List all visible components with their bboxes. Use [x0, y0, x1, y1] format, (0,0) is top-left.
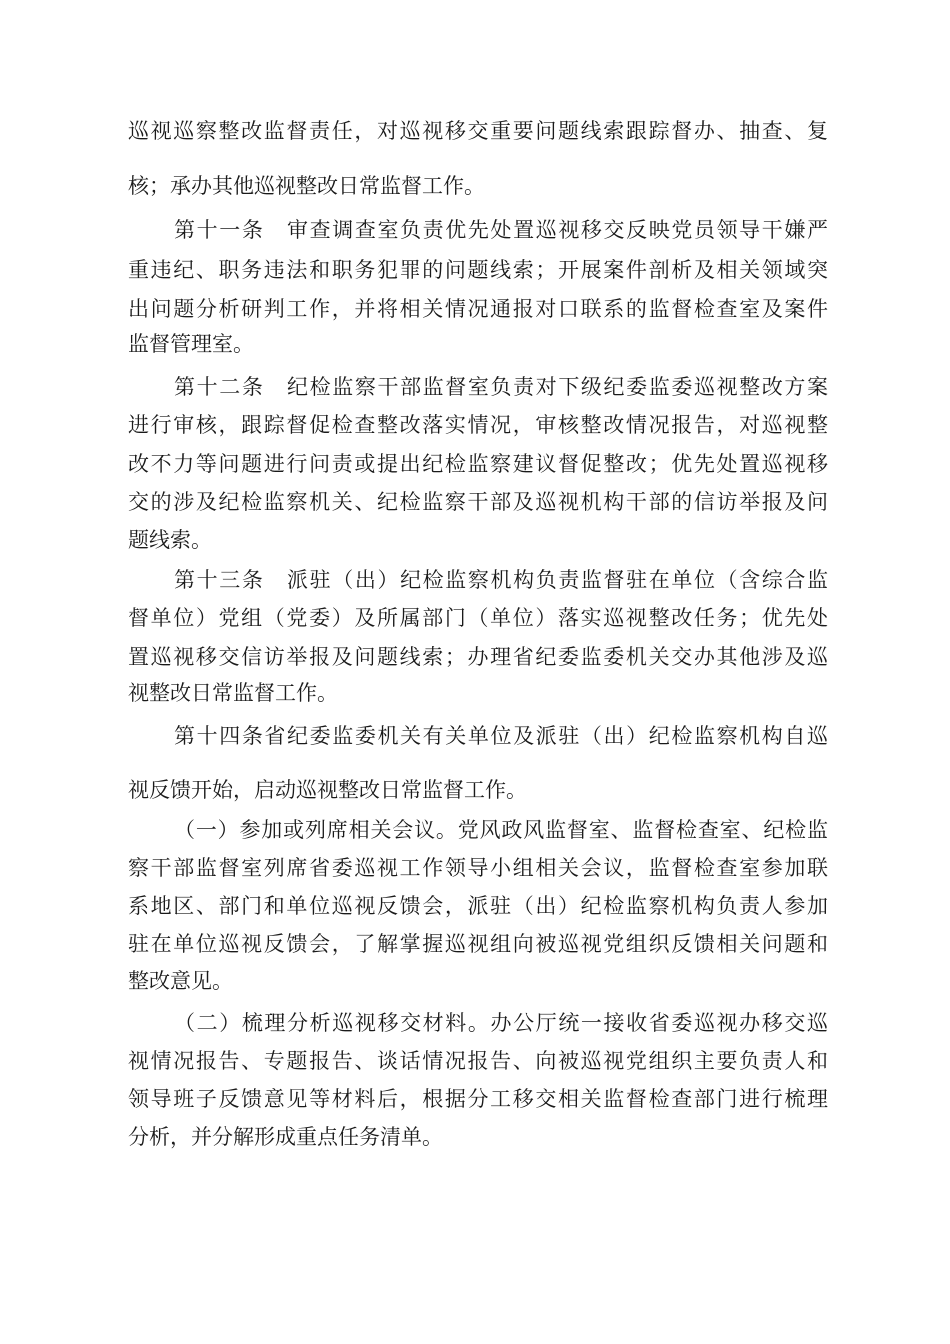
text-line — [0, 1079, 950, 1119]
text-line — [0, 598, 950, 638]
line-text: 分析，并分解形成重点任务清单。 — [128, 1125, 443, 1149]
text-line — [0, 444, 950, 484]
line-text: （一）参加或列席相关会议。党风政风监督室、监督检查室、纪检监 — [174, 818, 828, 842]
line-text: 视整改日常监督工作。 — [128, 681, 338, 705]
line-text: （二）梳理分析巡视移交材料。办公厅统一接收省委巡视办移交巡 — [174, 1011, 828, 1035]
line-text: 整改意见。 — [128, 969, 233, 993]
text-line — [0, 924, 950, 964]
text-line — [0, 637, 950, 677]
line-text: 改不力等问题进行问责或提出纪检监察建议督促整改；优先处置巡视移 — [128, 452, 828, 476]
text-line — [0, 289, 950, 329]
line-text: 第十四条省纪委监委机关有关单位及派驻（出）纪检监察机构自巡 — [174, 724, 828, 748]
text-line — [0, 166, 950, 206]
text-line — [0, 1003, 950, 1043]
line-text: 第十一条 审查调查室负责优先处置巡视移交反映党员领导干嫌严 — [174, 218, 828, 242]
line-text: 进行审核，跟踪督促检查整改落实情况，审核整改情况报告，对巡视整 — [128, 413, 828, 437]
text-line — [0, 210, 950, 250]
text-line — [0, 111, 950, 151]
text-line — [0, 1041, 950, 1081]
text-line — [0, 886, 950, 926]
line-text: 第十三条 派驻（出）纪检监察机构负责监督驻在单位（含综合监 — [174, 568, 828, 592]
text-line — [0, 1117, 950, 1157]
text-line — [0, 848, 950, 888]
line-text: 监督管理室。 — [128, 332, 254, 356]
text-line — [0, 405, 950, 445]
line-text: 题线索。 — [128, 528, 212, 552]
line-text: 视情况报告、专题报告、谈话情况报告、向被巡视党组织主要负责人和 — [128, 1049, 828, 1073]
text-line — [0, 770, 950, 810]
text-line — [0, 367, 950, 407]
line-text: 置巡视移交信访举报及问题线索；办理省纪委监委机关交办其他涉及巡 — [128, 645, 828, 669]
line-text: 督单位）党组（党委）及所属部门（单位）落实巡视整改任务；优先处 — [128, 606, 828, 630]
line-text: 重违纪、职务违法和职务犯罪的问题线索；开展案件剖析及相关领域突 — [128, 258, 828, 282]
line-text: 巡视巡察整改监督责任，对巡视移交重要问题线索跟踪督办、抽查、复 — [128, 119, 828, 143]
line-text: 出问题分析研判工作，并将相关情况通报对口联系的监督检查室及案件 — [128, 297, 828, 321]
line-text: 察干部监督室列席省委巡视工作领导小组相关会议，监督检查室参加联 — [128, 856, 828, 880]
line-text: 第十二条 纪检监察干部监督室负责对下级纪委监委巡视整改方案 — [174, 375, 828, 399]
text-line — [0, 250, 950, 290]
text-line — [0, 810, 950, 850]
text-line — [0, 673, 950, 713]
line-text: 驻在单位巡视反馈会，了解掌握巡视组向被巡视党组织反馈相关问题和 — [128, 932, 828, 956]
line-text: 核；承办其他巡视整改日常监督工作。 — [128, 174, 485, 198]
text-line — [0, 716, 950, 756]
text-line — [0, 482, 950, 522]
line-text: 交的涉及纪检监察机关、纪检监察干部及巡视机构干部的信访举报及问 — [128, 490, 828, 514]
text-line — [0, 560, 950, 600]
line-text: 领导班子反馈意见等材料后，根据分工移交相关监督检查部门进行梳理 — [128, 1087, 828, 1111]
line-text: 视反馈开始，启动巡视整改日常监督工作。 — [128, 778, 527, 802]
text-line — [0, 324, 950, 364]
text-line — [0, 961, 950, 1001]
text-line — [0, 520, 950, 560]
line-text: 系地区、部门和单位巡视反馈会，派驻（出）纪检监察机构负责人参加 — [128, 894, 828, 918]
